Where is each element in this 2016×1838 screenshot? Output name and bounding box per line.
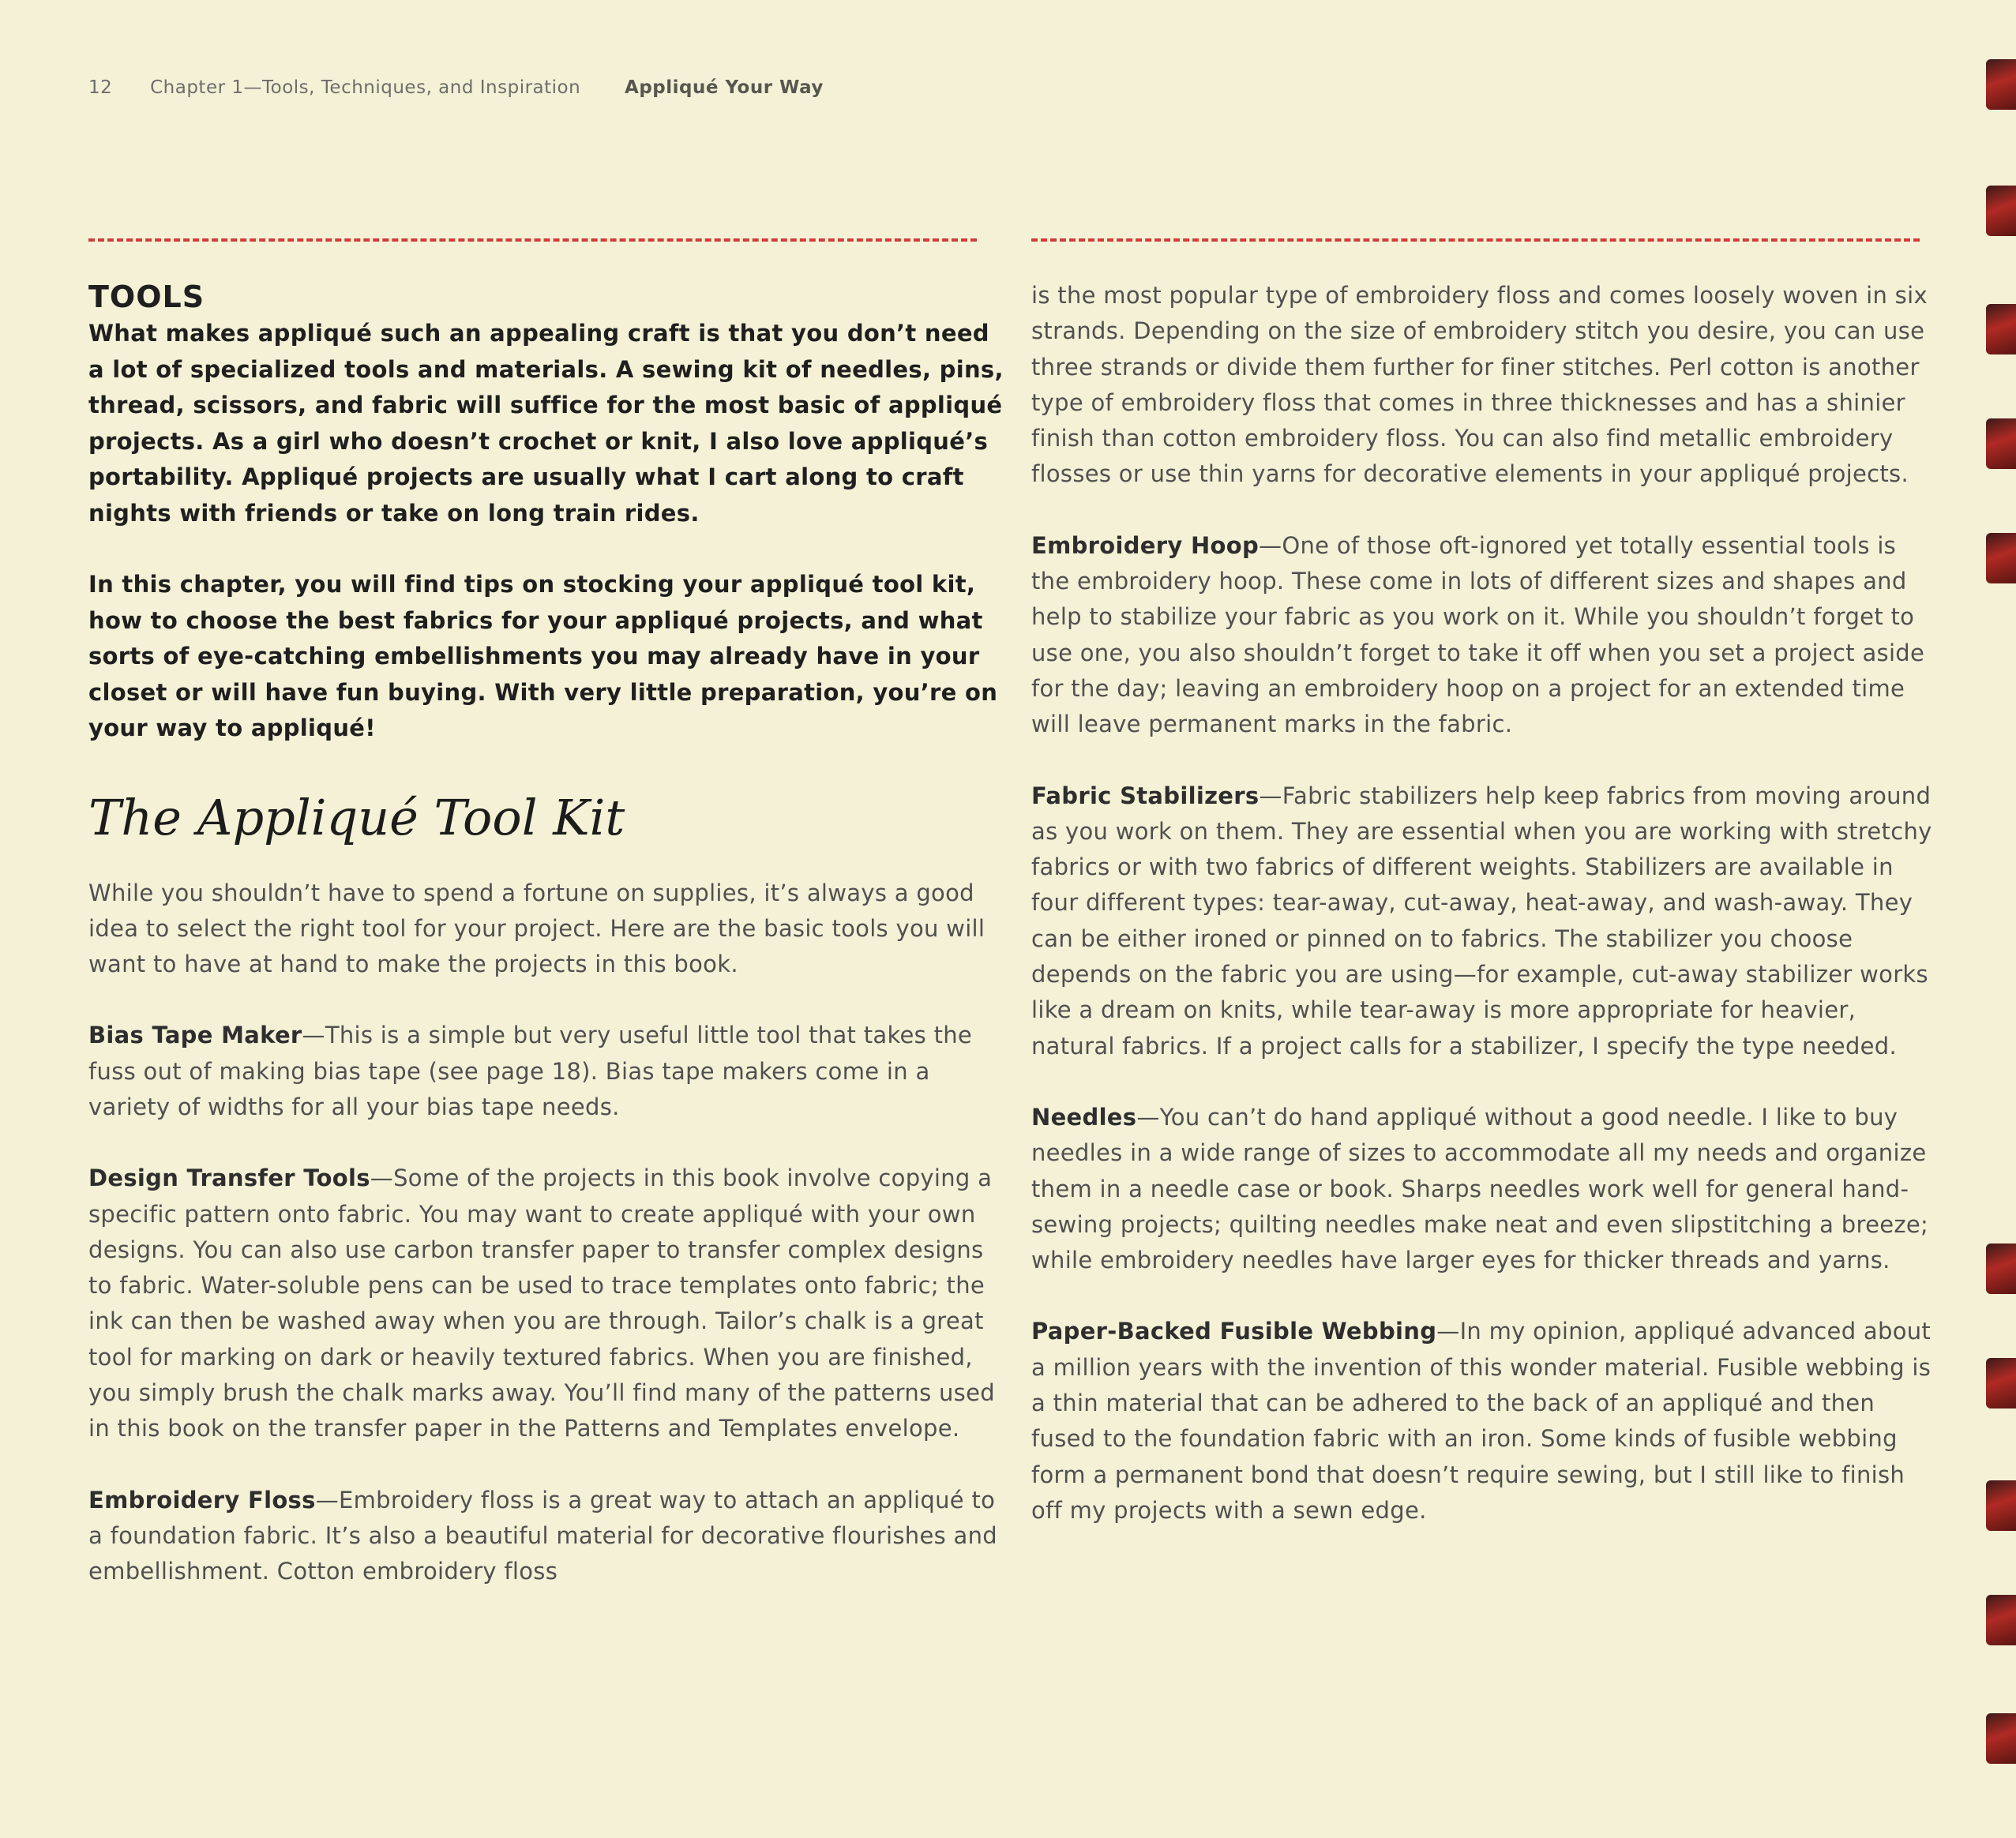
entry-term: Needles (1031, 1103, 1137, 1131)
binding-tab (1986, 59, 2016, 110)
entry-bias-tape-maker (88, 1018, 1012, 1125)
binding-tab (1986, 1243, 2016, 1294)
binding-tab (1986, 533, 2016, 583)
binding-tab (1986, 304, 2016, 354)
entry-text: —In my opinion, appliqué advanced about a million years with the invention of this wonder material. Fusible webbing is a thin material that can be adhered to the back of an appliqué and then fused to the foundation fabric with an iron. Some kinds of fusible webbing form a permanent bond that doesn’t require sewing, but I still like to finish off my projects with a sewn edge. (1031, 1318, 1932, 1524)
right-column (1031, 278, 1935, 1564)
page-number: 12 (88, 77, 113, 98)
binding-tab (1986, 418, 2016, 469)
intro-paragraph-1: What makes appliqué such an appealing craft is that you don’t need a lot of specialized tools and materials. A sewing kit of needles, pins, thread, scissors, and fabric will suffice for the most basic of appliqué projects. As a girl who doesn’t crochet or knit, I also love appliqué’s portability. Appliqué projects are usually what I cart along to craft nights with friends or take on long train rides. (88, 320, 1004, 527)
entry-term: Bias Tape Maker (88, 1022, 302, 1049)
binding-tab (1986, 186, 2016, 236)
entry-term: Embroidery Floss (88, 1486, 316, 1514)
dashed-divider-right (1031, 238, 1920, 242)
dashed-divider-left (88, 238, 977, 242)
entry-text: —You can’t do hand appliqué without a good needle. I like to buy needles in a wide range of sizes to accommodate all my needs and organize them in a needle case or book. Sharps needles work well for general hand-sewing projects; quilting needles make neat and even slipstitching a breeze; while embroidery needles have larger eyes for thicker threads and yarns. (1031, 1103, 1929, 1274)
intro-paragraph-2: In this chapter, you will find tips on stocking your appliqué tool kit, how to choose the best fabrics for your appliqué projects, and what sorts of eye-catching embellishments you may already have in your closet or will have fun buying. With very little preparation, you’re on your way to appliqué! (88, 571, 998, 741)
entry-term: Paper-Backed Fusible Webbing (1031, 1318, 1437, 1345)
entry-text: —This is a simple but very useful little tool that takes the fuss out of making bias tape (see page 18). Bias tape makers come in a variety of widths for all your bias tape needs. (88, 1022, 973, 1120)
entry-embroidery-hoop (1031, 528, 1935, 743)
section-title: The Appliqué Tool Kit (88, 788, 625, 846)
entry-fabric-stabilizers (1031, 778, 1935, 1064)
chapter-title: Chapter 1—Tools, Techniques, and Inspiration (150, 77, 581, 98)
entry-embroidery-floss (88, 1483, 1012, 1590)
entry-term: Fabric Stabilizers (1031, 782, 1260, 809)
running-header (88, 77, 855, 98)
binding-tab (1986, 1358, 2016, 1409)
entry-needles (1031, 1100, 1935, 1278)
entry-term: Design Transfer Tools (88, 1165, 370, 1192)
binding-tab (1986, 1595, 2016, 1645)
entry-text: —Some of the projects in this book involve copying a specific pattern onto fabric. You may want to create appliqué with your own designs. You can also use carbon transfer paper to transfer complex designs to fabric. Water-soluble pens can be used to trace templates onto fabric; the ink can then be washed away when you are through. Tailor’s chalk is a great tool for marking on dark or heavily textured fabrics. When you are finished, you simply brush the chalk marks away. You’ll find many of the patterns used in this book on the transfer paper in the Patterns and Templates envelope. (88, 1165, 995, 1442)
tools-heading: TOOLS (88, 279, 205, 314)
spiral-binding (1984, 0, 2016, 1838)
binding-tab (1986, 1480, 2016, 1531)
entry-text: —Embroidery floss is a great way to attach an appliqué to a foundation fabric. It’s also a beautiful material for decorative flourishes and embellishment. Cotton embroidery floss (88, 1486, 997, 1585)
entry-text: —Fabric stabilizers help keep fabrics from moving around as you work on them. They are essential when you are working with stretchy fabrics or with two fabrics of different weights. Stabilizers are available in four different types: tear-away, cut-away, heat-away, and wash-away. They can be either ironed or pinned on to fabrics. The stabilizer you choose depends on the fabric you are using—for example, cut-away stabilizer works like a dream on knits, while tear-away is more appropriate for heavier, natural fabrics. If a project calls for a stabilizer, I specify the type needed. (1031, 782, 1932, 1060)
entry-term: Embroidery Hoop (1031, 531, 1260, 559)
book-title: Appliqué Your Way (625, 77, 824, 98)
left-column (88, 278, 1012, 1626)
section-intro: While you shouldn’t have to spend a fortune on supplies, it’s always a good idea to select the right tool for your project. Here are the basic tools you will want to have at hand to make the projects in this book. (88, 879, 985, 978)
entry-text: —One of those oft-ignored yet totally essential tools is the embroidery hoop. These come in lots of different sizes and shapes and help to stabilize your fabric as you work on it. While you shouldn’t forget to use one, you also shouldn’t forget to take it off when you set a project aside for the day; leaving an embroidery hoop on a project for an extended time will leave permanent marks in the fabric. (1031, 531, 1925, 738)
binding-tab (1986, 1713, 2016, 1764)
entry-design-transfer-tools (88, 1161, 1012, 1446)
entry-fusible-webbing (1031, 1314, 1935, 1529)
floss-continuation: is the most popular type of embroidery floss and comes loosely woven in six strands. Depending on the size of embroidery stitch you desire, you can use three strands or divide them further for finer stitches. Perl cotton is another type of embroidery floss that comes in three thicknesses and has a shinier finish than cotton embroidery floss. You can also find metallic embroidery flosses or use thin yarns for decorative elements in your appliqué projects. (1031, 282, 1928, 488)
